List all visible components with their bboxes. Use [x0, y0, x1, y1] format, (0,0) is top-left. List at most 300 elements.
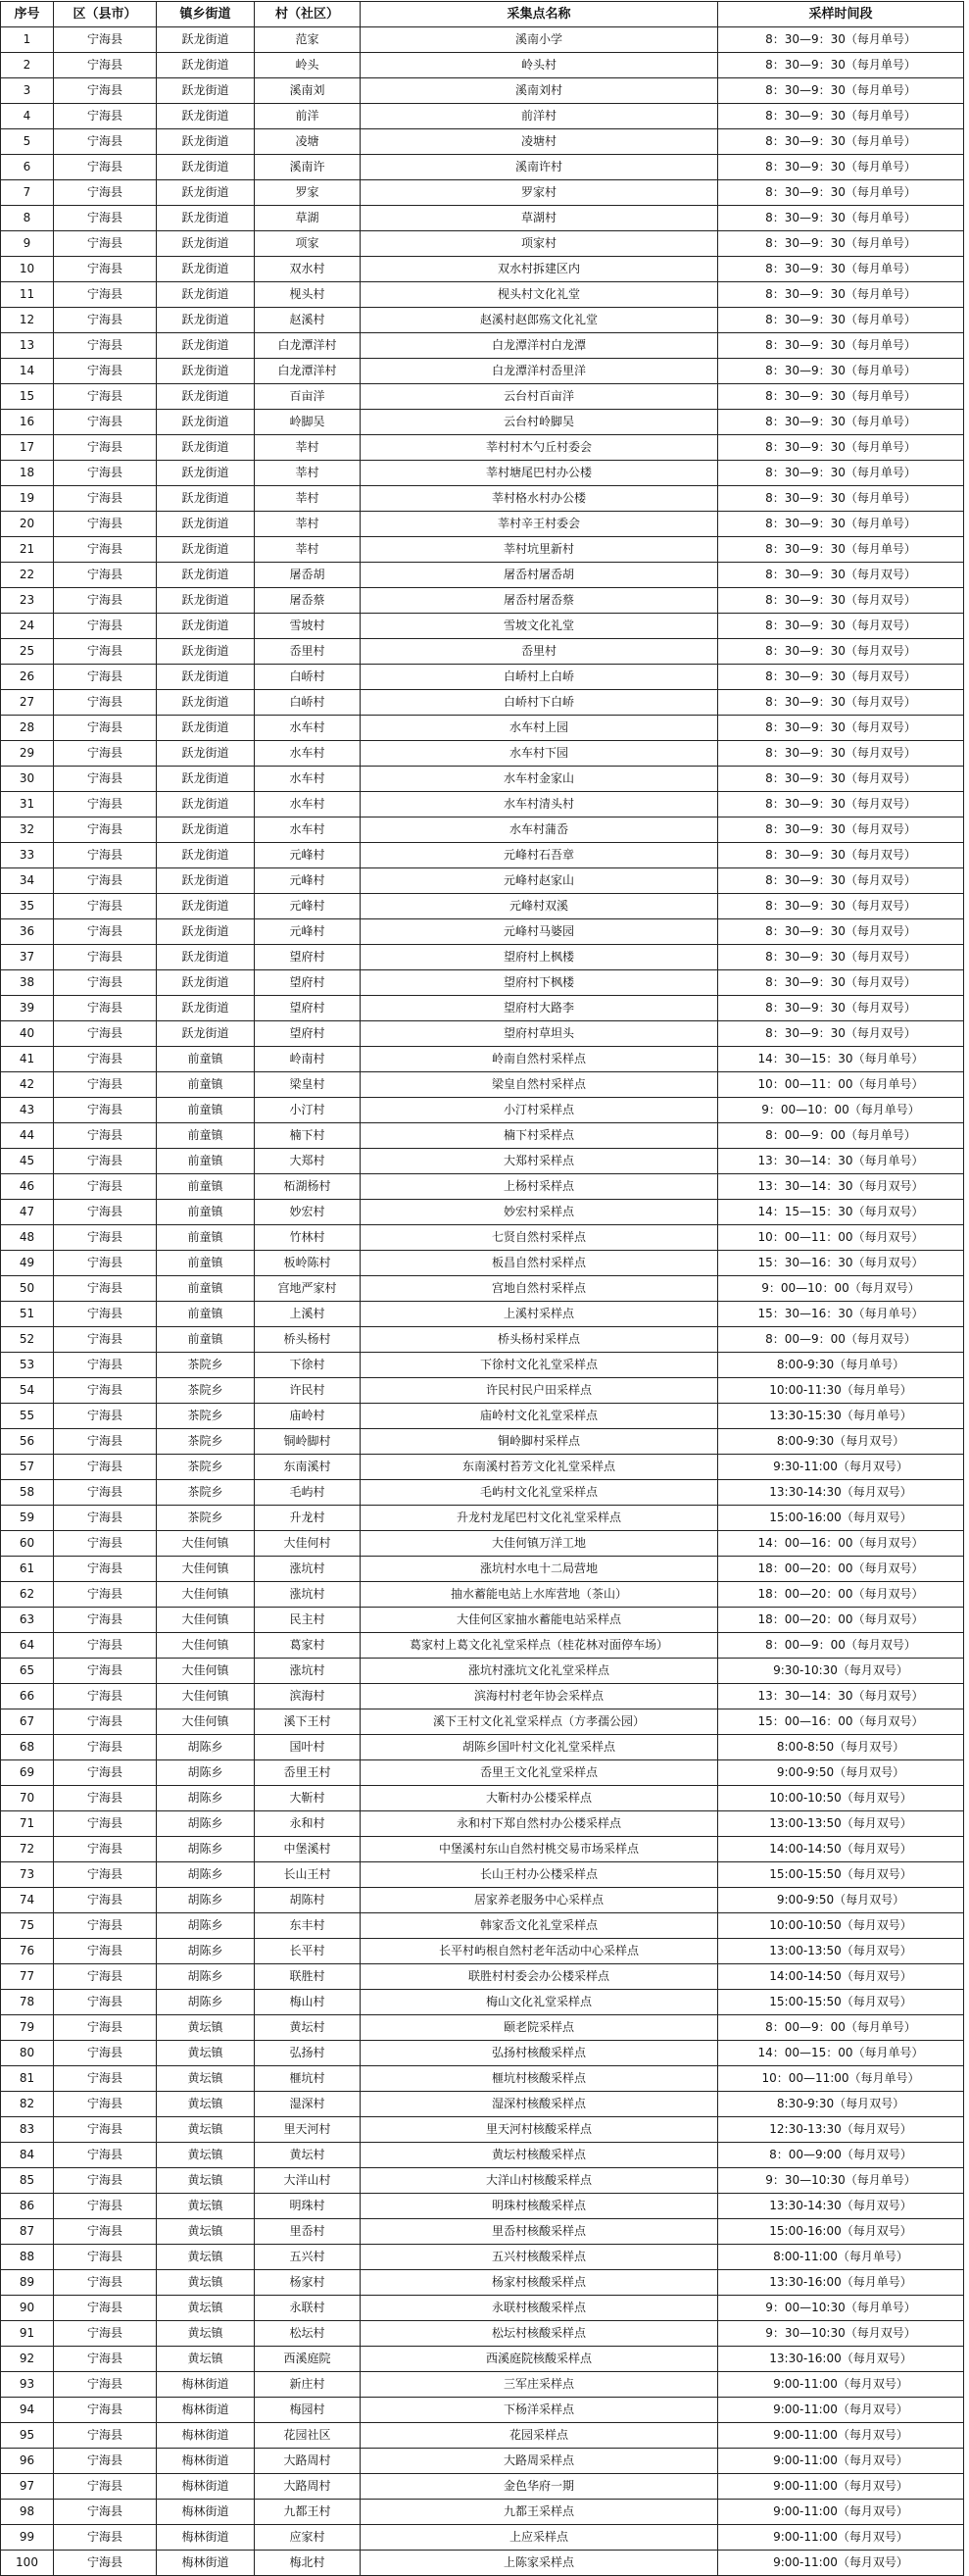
cell-index: 29 — [1, 741, 54, 767]
cell-county: 宁海县 — [54, 2143, 157, 2168]
cell-time-slot: 9：00—10：00（每月双号） — [718, 1276, 964, 1302]
table-row — [1, 2398, 964, 2423]
cell-site-name: 板昌自然村采样点 — [361, 1251, 718, 1276]
cell-village: 屠岙胡 — [255, 563, 361, 588]
cell-index: 85 — [1, 2168, 54, 2194]
cell-index: 17 — [1, 435, 54, 461]
cell-index: 81 — [1, 2066, 54, 2092]
cell-index: 52 — [1, 1327, 54, 1353]
cell-index: 41 — [1, 1047, 54, 1072]
cell-village: 草湖 — [255, 206, 361, 231]
cell-village: 白峤村 — [255, 665, 361, 690]
cell-time-slot: 10：00—11:00（每月单号） — [718, 2066, 964, 2092]
cell-county: 宁海县 — [54, 1913, 157, 1939]
cell-site-name: 七贤自然村采样点 — [361, 1225, 718, 1251]
cell-town: 胡陈乡 — [157, 1786, 255, 1811]
cell-town: 大佳何镇 — [157, 1557, 255, 1582]
cell-town: 茶院乡 — [157, 1353, 255, 1378]
cell-county: 宁海县 — [54, 2372, 157, 2398]
table-row — [1, 1709, 964, 1735]
cell-site-name: 望府村下枫楼 — [361, 970, 718, 996]
cell-site-name: 大洋山村核酸采样点 — [361, 2168, 718, 2194]
cell-index: 89 — [1, 2270, 54, 2296]
cell-town: 前童镇 — [157, 1174, 255, 1200]
cell-town: 跃龙街道 — [157, 435, 255, 461]
cell-site-name: 前洋村 — [361, 104, 718, 129]
cell-site-name: 明珠村核酸采样点 — [361, 2194, 718, 2219]
cell-index: 78 — [1, 1990, 54, 2015]
cell-town: 跃龙街道 — [157, 894, 255, 919]
cell-county: 宁海县 — [54, 639, 157, 665]
table-row — [1, 435, 964, 461]
cell-county: 宁海县 — [54, 1251, 157, 1276]
cell-time-slot: 10:00-10:50（每月双号） — [718, 1786, 964, 1811]
cell-time-slot: 9：00—10:30（每月单号） — [718, 2296, 964, 2321]
cell-village: 许民村 — [255, 1378, 361, 1404]
cell-site-name: 里岙村核酸采样点 — [361, 2219, 718, 2245]
table-row — [1, 486, 964, 512]
cell-site-name: 榧坑村核酸采样点 — [361, 2066, 718, 2092]
cell-town: 跃龙街道 — [157, 410, 255, 435]
cell-site-name: 湿深村核酸采样点 — [361, 2092, 718, 2117]
cell-village: 滨海村 — [255, 1684, 361, 1709]
cell-site-name: 莘村塘尾巴村办公楼 — [361, 461, 718, 486]
table-row — [1, 945, 964, 970]
cell-index: 80 — [1, 2041, 54, 2066]
sampling-schedule-table — [0, 1, 964, 2576]
table-row — [1, 2143, 964, 2168]
table-row — [1, 461, 964, 486]
table-row — [1, 1353, 964, 1378]
table-row — [1, 333, 964, 359]
cell-county: 宁海县 — [54, 2041, 157, 2066]
table-row — [1, 1684, 964, 1709]
cell-village: 胡陈村 — [255, 1888, 361, 1913]
cell-site-name: 梅山文化礼堂采样点 — [361, 1990, 718, 2015]
cell-village: 联胜村 — [255, 1964, 361, 1990]
cell-village: 赵溪村 — [255, 308, 361, 333]
cell-village: 永和村 — [255, 1811, 361, 1837]
cell-site-name: 杨家村核酸采样点 — [361, 2270, 718, 2296]
cell-index: 54 — [1, 1378, 54, 1404]
cell-index: 27 — [1, 690, 54, 716]
cell-index: 43 — [1, 1098, 54, 1123]
cell-index: 73 — [1, 1862, 54, 1888]
table-row — [1, 2194, 964, 2219]
cell-village: 小汀村 — [255, 1098, 361, 1123]
cell-county: 宁海县 — [54, 1684, 157, 1709]
cell-county: 宁海县 — [54, 1786, 157, 1811]
table-row — [1, 665, 964, 690]
cell-site-name: 赵溪村赵郎殇文化礼堂 — [361, 308, 718, 333]
cell-county: 宁海县 — [54, 27, 157, 53]
table-row — [1, 1149, 964, 1174]
cell-village: 宫地严家村 — [255, 1276, 361, 1302]
cell-index: 16 — [1, 410, 54, 435]
cell-village: 里岙村 — [255, 2219, 361, 2245]
cell-index: 44 — [1, 1123, 54, 1149]
cell-site-name: 三军庄采样点 — [361, 2372, 718, 2398]
cell-site-name: 下杨洋采样点 — [361, 2398, 718, 2423]
cell-village: 望府村 — [255, 1021, 361, 1047]
cell-time-slot: 9:30-10:30（每月双号） — [718, 1659, 964, 1684]
cell-village: 弘扬村 — [255, 2041, 361, 2066]
cell-time-slot: 10:00-10:50（每月双号） — [718, 1913, 964, 1939]
cell-county: 宁海县 — [54, 1327, 157, 1353]
cell-town: 跃龙街道 — [157, 359, 255, 384]
cell-county: 宁海县 — [54, 1506, 157, 1531]
cell-village: 岭脚吴 — [255, 410, 361, 435]
cell-index: 40 — [1, 1021, 54, 1047]
cell-index: 66 — [1, 1684, 54, 1709]
cell-site-name: 毛屿村文化礼堂采样点 — [361, 1480, 718, 1506]
cell-index: 83 — [1, 2117, 54, 2143]
cell-county: 宁海县 — [54, 180, 157, 206]
cell-site-name: 里天河村核酸采样点 — [361, 2117, 718, 2143]
table-row — [1, 2015, 964, 2041]
cell-county: 宁海县 — [54, 282, 157, 308]
cell-village: 望府村 — [255, 970, 361, 996]
cell-county: 宁海县 — [54, 970, 157, 996]
cell-village: 大洋山村 — [255, 2168, 361, 2194]
cell-town: 跃龙街道 — [157, 996, 255, 1021]
cell-town: 黄坛镇 — [157, 2194, 255, 2219]
cell-time-slot: 14：00—16：00（每月双号） — [718, 1531, 964, 1557]
cell-time-slot: 10：00—11：00（每月双号） — [718, 1225, 964, 1251]
cell-index: 96 — [1, 2449, 54, 2474]
cell-county: 宁海县 — [54, 1353, 157, 1378]
cell-index: 1 — [1, 27, 54, 53]
cell-county: 宁海县 — [54, 53, 157, 78]
cell-village: 花园社区 — [255, 2423, 361, 2449]
cell-county: 宁海县 — [54, 2296, 157, 2321]
cell-town: 胡陈乡 — [157, 1913, 255, 1939]
cell-time-slot: 8：30—9：30（每月单号） — [718, 282, 964, 308]
cell-county: 宁海县 — [54, 843, 157, 868]
cell-site-name: 铜岭脚村采样点 — [361, 1429, 718, 1455]
cell-county: 宁海县 — [54, 1709, 157, 1735]
table-row — [1, 1455, 964, 1480]
table-row — [1, 410, 964, 435]
cell-village: 莘村 — [255, 537, 361, 563]
cell-county: 宁海县 — [54, 1735, 157, 1760]
cell-village: 松坛村 — [255, 2321, 361, 2347]
cell-index: 20 — [1, 512, 54, 537]
table-row — [1, 1225, 964, 1251]
cell-time-slot: 13:30-14:30（每月双号） — [718, 2194, 964, 2219]
cell-town: 黄坛镇 — [157, 2041, 255, 2066]
cell-time-slot: 8：30—9：30（每月双号） — [718, 817, 964, 843]
table-row — [1, 1404, 964, 1429]
cell-village: 庙岭村 — [255, 1404, 361, 1429]
table-row — [1, 1557, 964, 1582]
table-row — [1, 1251, 964, 1276]
cell-village: 大佳何村 — [255, 1531, 361, 1557]
cell-site-name: 葛家村上葛文化礼堂采样点（桂花林对面停车场） — [361, 1633, 718, 1659]
cell-time-slot: 18：00—20：00（每月双号） — [718, 1582, 964, 1608]
cell-village: 望府村 — [255, 996, 361, 1021]
cell-index: 9 — [1, 231, 54, 257]
cell-town: 跃龙街道 — [157, 53, 255, 78]
cell-index: 74 — [1, 1888, 54, 1913]
cell-town: 跃龙街道 — [157, 282, 255, 308]
cell-village: 元峰村 — [255, 868, 361, 894]
table-row — [1, 1888, 964, 1913]
cell-village: 梁皇村 — [255, 1072, 361, 1098]
cell-town: 跃龙街道 — [157, 639, 255, 665]
cell-village: 大路周村 — [255, 2449, 361, 2474]
cell-village: 凌塘 — [255, 129, 361, 155]
cell-time-slot: 9:00-11:00（每月双号） — [718, 2525, 964, 2551]
cell-index: 23 — [1, 588, 54, 614]
cell-time-slot: 8：30—9：30（每月单号） — [718, 308, 964, 333]
cell-time-slot: 8：30—9：30（每月双号） — [718, 665, 964, 690]
cell-county: 宁海县 — [54, 1480, 157, 1506]
cell-site-name: 五兴村核酸采样点 — [361, 2245, 718, 2270]
cell-village: 铜岭脚村 — [255, 1429, 361, 1455]
cell-town: 跃龙街道 — [157, 512, 255, 537]
table-row — [1, 1939, 964, 1964]
cell-town: 梅林街道 — [157, 2423, 255, 2449]
cell-village: 白龙潭洋村 — [255, 359, 361, 384]
table-row — [1, 2041, 964, 2066]
cell-county: 宁海县 — [54, 2474, 157, 2500]
cell-village: 榧坑村 — [255, 2066, 361, 2092]
cell-county: 宁海县 — [54, 129, 157, 155]
cell-village: 长平村 — [255, 1939, 361, 1964]
cell-village: 长山王村 — [255, 1862, 361, 1888]
cell-town: 前童镇 — [157, 1149, 255, 1174]
cell-time-slot: 8：30—9：30（每月双号） — [718, 792, 964, 817]
cell-index: 58 — [1, 1480, 54, 1506]
cell-index: 47 — [1, 1200, 54, 1225]
table-row — [1, 53, 964, 78]
cell-town: 黄坛镇 — [157, 2117, 255, 2143]
cell-county: 宁海县 — [54, 563, 157, 588]
cell-village: 百亩洋 — [255, 384, 361, 410]
cell-town: 梅林街道 — [157, 2372, 255, 2398]
cell-time-slot: 8：30—9：30（每月双号） — [718, 996, 964, 1021]
table-row — [1, 1021, 964, 1047]
cell-village: 毛屿村 — [255, 1480, 361, 1506]
cell-town: 大佳何镇 — [157, 1531, 255, 1557]
cell-county: 宁海县 — [54, 2117, 157, 2143]
cell-time-slot: 8：30—9：30（每月双号） — [718, 741, 964, 767]
cell-index: 51 — [1, 1302, 54, 1327]
cell-town: 跃龙街道 — [157, 563, 255, 588]
cell-index: 65 — [1, 1659, 54, 1684]
cell-county: 宁海县 — [54, 537, 157, 563]
table-row — [1, 1633, 964, 1659]
cell-town: 跃龙街道 — [157, 308, 255, 333]
cell-county: 宁海县 — [54, 333, 157, 359]
cell-county: 宁海县 — [54, 435, 157, 461]
cell-time-slot: 15:00-15:50（每月双号） — [718, 1990, 964, 2015]
cell-county: 宁海县 — [54, 2194, 157, 2219]
cell-village: 大郑村 — [255, 1149, 361, 1174]
cell-index: 57 — [1, 1455, 54, 1480]
cell-village: 里天河村 — [255, 2117, 361, 2143]
cell-index: 91 — [1, 2321, 54, 2347]
cell-village: 溪南刘 — [255, 78, 361, 104]
cell-index: 90 — [1, 2296, 54, 2321]
cell-time-slot: 13：30—14：30（每月单号） — [718, 1149, 964, 1174]
cell-village: 永联村 — [255, 2296, 361, 2321]
cell-time-slot: 8：30—9：30（每月单号） — [718, 486, 964, 512]
cell-index: 71 — [1, 1811, 54, 1837]
cell-time-slot: 9：00—10：00（每月单号） — [718, 1098, 964, 1123]
cell-time-slot: 8：30—9：30（每月单号） — [718, 129, 964, 155]
cell-town: 黄坛镇 — [157, 2321, 255, 2347]
cell-site-name: 升龙村龙尾巴村文化礼堂采样点 — [361, 1506, 718, 1531]
cell-site-name: 云台村岭脚吴 — [361, 410, 718, 435]
cell-time-slot: 9:00-9:50（每月双号） — [718, 1888, 964, 1913]
cell-town: 跃龙街道 — [157, 716, 255, 741]
cell-site-name: 涨坑村涨坑文化礼堂采样点 — [361, 1659, 718, 1684]
cell-site-name: 岙里王文化礼堂采样点 — [361, 1760, 718, 1786]
cell-time-slot: 8：30—9：30（每月双号） — [718, 767, 964, 792]
cell-index: 49 — [1, 1251, 54, 1276]
table-row — [1, 1378, 964, 1404]
cell-county: 宁海县 — [54, 1939, 157, 1964]
table-row — [1, 2321, 964, 2347]
cell-index: 72 — [1, 1837, 54, 1862]
cell-town: 跃龙街道 — [157, 231, 255, 257]
cell-time-slot: 8：30—9：30（每月单号） — [718, 410, 964, 435]
cell-time-slot: 8:30-9:30（每月双号） — [718, 2092, 964, 2117]
cell-village: 上溪村 — [255, 1302, 361, 1327]
cell-index: 64 — [1, 1633, 54, 1659]
cell-time-slot: 8：30—9：30（每月单号） — [718, 231, 964, 257]
cell-site-name: 元峰村赵家山 — [361, 868, 718, 894]
cell-time-slot: 9:30-11:00（每月双号） — [718, 1455, 964, 1480]
cell-village: 桥头杨村 — [255, 1327, 361, 1353]
cell-index: 95 — [1, 2423, 54, 2449]
cell-town: 胡陈乡 — [157, 1939, 255, 1964]
cell-time-slot: 13:30-16:00（每月单号） — [718, 2270, 964, 2296]
cell-town: 梅林街道 — [157, 2449, 255, 2474]
cell-time-slot: 9：30—10:30（每月单号） — [718, 2168, 964, 2194]
cell-county: 宁海县 — [54, 2015, 157, 2041]
cell-village: 雪坡村 — [255, 614, 361, 639]
cell-town: 跃龙街道 — [157, 868, 255, 894]
cell-index: 39 — [1, 996, 54, 1021]
cell-town: 黄坛镇 — [157, 2143, 255, 2168]
cell-index: 18 — [1, 461, 54, 486]
cell-time-slot: 8：30—9：30（每月单号） — [718, 384, 964, 410]
table-row — [1, 2449, 964, 2474]
cell-index: 63 — [1, 1608, 54, 1633]
cell-time-slot: 15:00-15:50（每月双号） — [718, 1862, 964, 1888]
cell-site-name: 溪南刘村 — [361, 78, 718, 104]
cell-time-slot: 9:00-11:00（每月双号） — [718, 2551, 964, 2576]
cell-village: 西溪庭院 — [255, 2347, 361, 2372]
cell-county: 宁海县 — [54, 2066, 157, 2092]
table-row — [1, 1913, 964, 1939]
table-row — [1, 1506, 964, 1531]
cell-county: 宁海县 — [54, 1557, 157, 1582]
cell-town: 跃龙街道 — [157, 817, 255, 843]
cell-county: 宁海县 — [54, 1811, 157, 1837]
cell-time-slot: 8：30—9：30（每月单号） — [718, 78, 964, 104]
cell-town: 大佳何镇 — [157, 1633, 255, 1659]
cell-time-slot: 8：30—9：30（每月双号） — [718, 843, 964, 868]
cell-site-name: 岙里村 — [361, 639, 718, 665]
cell-site-name: 东南溪村苔芳文化礼堂采样点 — [361, 1455, 718, 1480]
cell-county: 宁海县 — [54, 1531, 157, 1557]
cell-index: 62 — [1, 1582, 54, 1608]
cell-time-slot: 8：30—9：30（每月单号） — [718, 27, 964, 53]
table-row — [1, 1964, 964, 1990]
cell-county: 宁海县 — [54, 384, 157, 410]
cell-town: 跃龙街道 — [157, 461, 255, 486]
cell-site-name: 白峤村下白峤 — [361, 690, 718, 716]
cell-village: 涨坑村 — [255, 1582, 361, 1608]
cell-town: 黄坛镇 — [157, 2347, 255, 2372]
cell-county: 宁海县 — [54, 486, 157, 512]
cell-time-slot: 13:30-16:00（每月双号） — [718, 2347, 964, 2372]
cell-village: 柘湖杨村 — [255, 1174, 361, 1200]
cell-index: 77 — [1, 1964, 54, 1990]
cell-county: 宁海县 — [54, 2092, 157, 2117]
cell-town: 黄坛镇 — [157, 2015, 255, 2041]
cell-town: 跃龙街道 — [157, 767, 255, 792]
cell-index: 21 — [1, 537, 54, 563]
header-town: 镇乡街道 — [157, 2, 255, 27]
cell-town: 胡陈乡 — [157, 1735, 255, 1760]
cell-county: 宁海县 — [54, 2321, 157, 2347]
cell-index: 48 — [1, 1225, 54, 1251]
cell-town: 大佳何镇 — [157, 1659, 255, 1684]
cell-index: 11 — [1, 282, 54, 308]
cell-town: 胡陈乡 — [157, 1990, 255, 2015]
cell-time-slot: 8:00-9:30（每月单号） — [718, 1353, 964, 1378]
cell-site-name: 溪南小学 — [361, 27, 718, 53]
table-row — [1, 1276, 964, 1302]
cell-county: 宁海县 — [54, 1047, 157, 1072]
cell-county: 宁海县 — [54, 359, 157, 384]
header-county: 区（县市） — [54, 2, 157, 27]
cell-site-name: 大靳村办公楼采样点 — [361, 1786, 718, 1811]
cell-town: 黄坛镇 — [157, 2296, 255, 2321]
cell-time-slot: 14：15—15：30（每月双号） — [718, 1200, 964, 1225]
cell-town: 跃龙街道 — [157, 78, 255, 104]
table-row — [1, 716, 964, 741]
cell-village: 水车村 — [255, 767, 361, 792]
table-row — [1, 1200, 964, 1225]
cell-index: 92 — [1, 2347, 54, 2372]
table-row — [1, 384, 964, 410]
cell-county: 宁海县 — [54, 2245, 157, 2270]
cell-index: 2 — [1, 53, 54, 78]
cell-time-slot: 18：00—20：00（每月双号） — [718, 1608, 964, 1633]
cell-county: 宁海县 — [54, 2449, 157, 2474]
table-row — [1, 588, 964, 614]
cell-village: 溪下王村 — [255, 1709, 361, 1735]
cell-site-name: 凌塘村 — [361, 129, 718, 155]
cell-town: 跃龙街道 — [157, 843, 255, 868]
cell-town: 胡陈乡 — [157, 1888, 255, 1913]
cell-site-name: 元峰村石吾章 — [361, 843, 718, 868]
cell-site-name: 莘村坑里新村 — [361, 537, 718, 563]
cell-town: 前童镇 — [157, 1047, 255, 1072]
cell-village: 九都王村 — [255, 2500, 361, 2525]
cell-county: 宁海县 — [54, 308, 157, 333]
cell-index: 4 — [1, 104, 54, 129]
table-row — [1, 690, 964, 716]
cell-index: 93 — [1, 2372, 54, 2398]
table-row — [1, 2270, 964, 2296]
